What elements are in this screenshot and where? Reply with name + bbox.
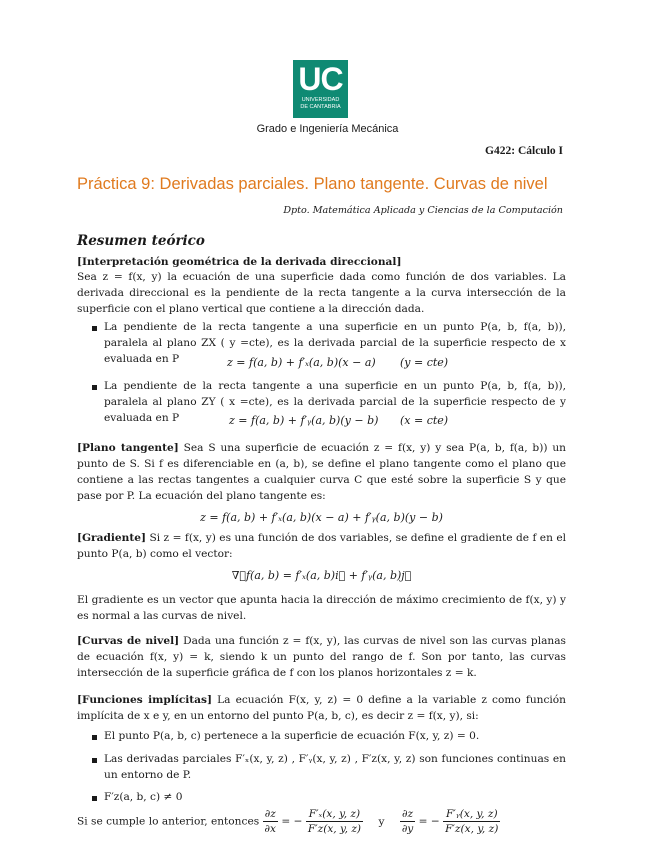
bullet-icon [92,326,97,331]
equals-minus: = − [281,815,303,828]
bullet-icon [92,385,97,390]
section-heading: Resumen teórico [77,233,205,249]
frac-num: ∂z [263,807,278,822]
fraction-fx-fz [306,807,363,836]
interpretacion-heading [77,254,566,270]
bullet-icon [92,796,97,801]
fraction-fy-fz [443,807,500,836]
eq-tangent-plane: z = f(a, b) + f′ₓ(a, b)(x − a) + f′ᵧ(a, b)(y − b) [200,511,443,524]
page-title: Práctica 9: Derivadas parciales. Plano tangente. Curvas de nivel [77,175,548,193]
frac-den: F′z(x, y, z) [307,823,362,835]
logo-line-1: UNIVERSIDAD [301,97,340,103]
plano-heading: [Plano tangente] [77,442,179,454]
eq-partial-y-cond: (x = cte) [400,414,449,427]
interpretacion-title: [Interpretación geométrica de la derivada direccional] [77,256,402,268]
eq-partial-x-cond: (y = cte) [400,356,449,369]
bullet-icon [92,735,97,740]
gradiente-heading: [Gradiente] [77,532,147,544]
curvas-text: Dada una función z = f(x, y), las curvas de nivel son las curvas planas de ecuación f(x, y) = k, siendo k un punto del rango de f. Son por tanto, las curvas intersección de la superficie gráfica de f con los planos horizontales z = k. [77,635,566,679]
plano-text: Sea S una superficie de ecuación z = f(x, y) y sea P(a, b, f(a, b)) un punto de S. Si f es diferenciable en (a, b), se define el plano tangente como el plano que contiene a las rectas tangentes a cualquier curva C que esté sobre la superficie S y que pase por P. La ecuación del plano tangente es: [77,442,566,502]
logo-mark: UC [298,61,343,97]
implicit-derivatives-line [77,807,500,836]
fraction-dzdx [263,807,278,836]
frac-num: F′ₓ(x, y, z) [306,807,363,822]
logo-line-2: DE CANTABRIA [300,103,341,110]
course-code: G422: Cálculo I [485,145,563,157]
eq-partial-y: z = f(a, b) + f′ᵧ(a, b)(y − b) [229,414,379,427]
implicitas-bullet-3: F′z(a, b, c) ≠ 0 [104,791,183,803]
gradiente-para [77,530,566,562]
implicitas-bullet-1: El punto P(a, b, c) pertenece a la superficie de ecuación F(x, y, z) = 0. [104,730,480,742]
gradiente-para-2: El gradiente es un vector que apunta hacia la dirección de máximo crecimiento de f(x, y) y es normal a las curvas de nivel. [77,594,566,622]
eq-partial-x: z = f(a, b) + f′ₓ(a, b)(x − a) [227,356,376,369]
conjunction: y [378,815,385,828]
implicitas-heading: [Funciones implícitas] [77,694,213,706]
frac-num: F′ᵧ(x, y, z) [443,807,500,822]
final-lead-text: Si se cumple lo anterior, entonces [77,815,260,828]
frac-den: ∂y [401,823,414,835]
plano-tangente-para [77,440,566,504]
frac-den: F′z(x, y, z) [445,823,499,835]
curvas-heading: [Curvas de nivel] [77,635,180,647]
implicitas-text: La ecuación F(x, y, z) = 0 define a la variable z como función implícita de x e y, en un entorno del punto P(a, b, c), es decir z = f(x, y), si: [77,694,566,722]
fraction-dzdy [400,807,415,836]
bullet-zx: La pendiente de la recta tangente a una superficie en un punto P(a, b, f(a, b)), paralela al plano ZX ( y =cte), es la derivada parcial de la superficie respecto de x evaluada en P [104,321,566,365]
logo-subtitle [293,97,348,110]
bullet-zy: La pendiente de la recta tangente a una superficie en un punto P(a, b, f(a, b)), paralela al plano ZY ( x =cte), es la derivada parcial de la superficie respecto de y evaluada en P [104,380,566,424]
curvas-para [77,633,566,681]
bullet-icon [92,758,97,763]
degree-name: Grado e Ingeniería Mecánica [256,123,399,135]
eq-gradient: ∇⃗f(a, b) = f′ₓ(a, b)i⃗ + f′ᵧ(a, b)j⃗ [231,569,412,582]
frac-den: ∂x [264,823,276,835]
implicitas-para [77,692,566,724]
frac-num: ∂z [400,807,415,822]
gradiente-text: Si z = f(x, y) es una función de dos variables, se define el gradiente de f en el punto P(a, b) como el vector: [77,532,566,560]
department: Dpto. Matemática Aplicada y Ciencias de la Computación [283,205,563,216]
university-logo [293,60,348,118]
equals-minus: = − [418,815,440,828]
interpretacion-para: Sea z = f(x, y) la ecuación de una superficie dada como función de dos variables. La derivada direccional es la pendiente de la recta tangente a la curva intersección de la superficie con el plano vertical que contiene a la dirección dada. [77,271,566,315]
implicitas-bullet-2: Las derivadas parciales F′ₓ(x, y, z) , F′ᵧ(x, y, z) , F′z(x, y, z) son funciones continuas en un entorno de P. [104,753,566,781]
